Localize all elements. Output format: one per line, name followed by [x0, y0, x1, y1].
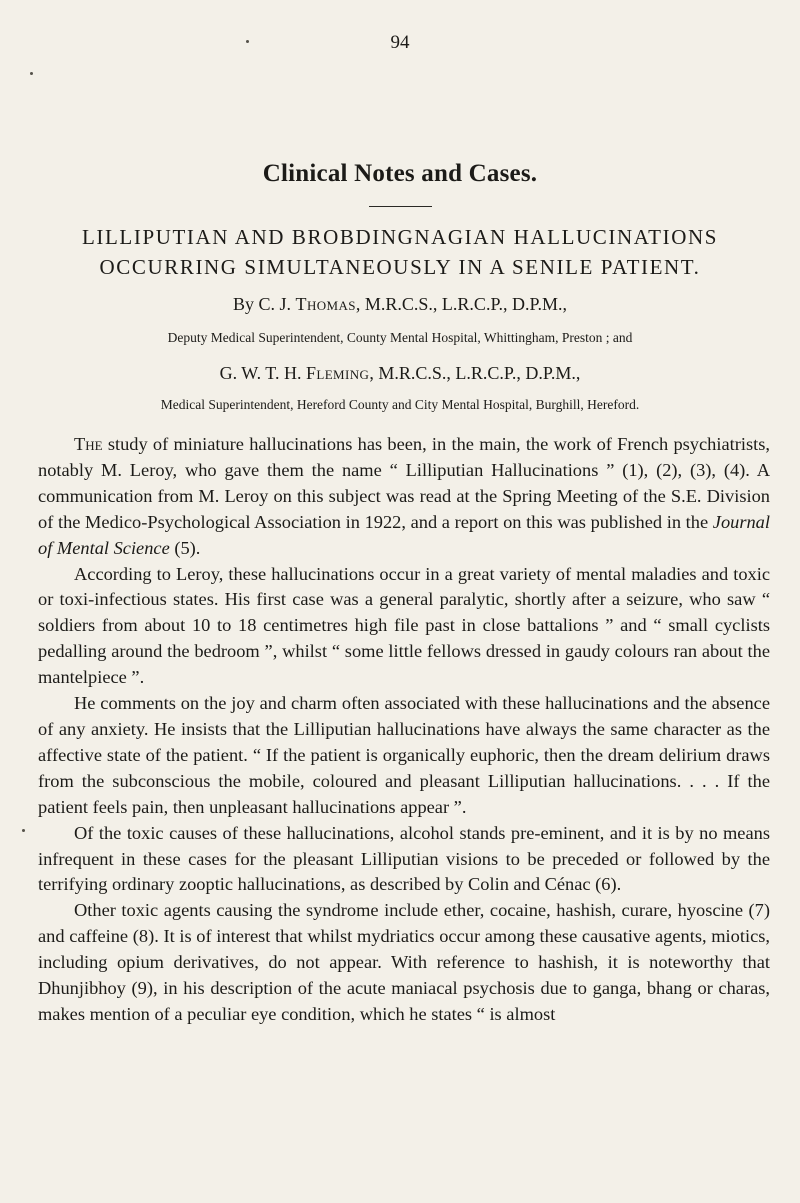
- article-title-line: LILLIPUTIAN AND BROBDINGNAGIAN HALLUCINATIONS: [81, 225, 719, 249]
- paragraph: Other toxic agents causing the syndrome include ether, cocaine, hashish, curare, hyoscine (7) and caffeine (8). It is of interest that whilst mydriatics occur among these causative agents, miotics, including opium derivatives, do not appear. With reference to hashish, it is noteworthy that Dhunjibhoy (9), in his description of the acute maniacal psychosis due to ganga, bhang or charas, makes mention of a peculiar eye condition, which he states “ is almost: [38, 900, 770, 1024]
- author-affiliation: Medical Superintendent, Hereford County and City Mental Hospital, Burghill, Hereford.: [160, 397, 640, 412]
- author-affiliation: Deputy Medical Superintendent, County Mental Hospital, Whittingham, Preston ; and: [167, 330, 633, 345]
- author-line: [0, 363, 800, 384]
- paragraph: According to Leroy, these hallucinations occur in a great variety of mental maladies and toxic or toxi-infectious states. His first case was a general paralytic, shortly after a seizure, who saw “ soldiers from about 10 to 18 centimetres high file past in close battalions ” and “ small cyclists pedalling around the bedroom ”, whilst “ some little fellows dressed in gaudy colours ran about the mantelpiece ”.: [38, 563, 770, 688]
- author-prefix: G. W. T. H.: [219, 363, 306, 383]
- page-number: 94: [390, 32, 410, 53]
- author-line: [0, 294, 800, 315]
- article-title: [20, 222, 780, 282]
- author-degrees: , M.R.C.S., L.R.C.P., D.P.M.,: [355, 294, 567, 314]
- scan-speck: [22, 829, 25, 832]
- paragraph: Of the toxic causes of these hallucinations, alcohol stands pre-eminent, and it is by no means infrequent in these cases for the pleasant Lilliputian visions to be preceded or followed by the terrifying ordinary zooptic hallucinations, as described by Colin and Cénac (6).: [38, 822, 770, 895]
- article-body: [38, 432, 770, 1028]
- scan-speck: [30, 72, 33, 75]
- paragraph: The study of miniature hallucinations has been, in the main, the work of French psychiatrists, notably M. Leroy, who gave them the name “ Lilliputian Hallucinations ” (1), (2), (3), (4). A communication from M. Leroy on this subject was read at the Spring Meeting of the S.E. Division of the Medico-Psychological Association in 1922, and a report on this was published in the Journal of Mental Science (5).: [38, 434, 770, 558]
- scan-speck: [246, 40, 249, 43]
- lead-word: The: [74, 434, 103, 454]
- section-title: Clinical Notes and Cases.: [262, 160, 538, 187]
- author-prefix: By C. J.: [233, 294, 296, 314]
- paragraph: He comments on the joy and charm often associated with these hallucinations and the absence of any anxiety. He insists that the Lilliputian hallucinations have always the same character as the affective state of the patient. “ If the patient is organically euphoric, then the dream delirium draws from the subconscious the mobile, coloured and pleasant Lilliputian hallucinations. . . . If the patient feels pain, then unpleasant hallucinations appear ”.: [38, 693, 770, 817]
- journal-name: Journal of Mental Science: [38, 511, 770, 558]
- author-degrees: , M.R.C.S., L.R.C.P., D.P.M.,: [369, 363, 581, 383]
- author-surname: Thomas: [295, 294, 356, 314]
- article-title-line: OCCURRING SIMULTANEOUSLY IN A SENILE PATIENT.: [99, 255, 701, 279]
- author-surname: Fleming: [305, 363, 370, 383]
- title-divider: [369, 206, 432, 207]
